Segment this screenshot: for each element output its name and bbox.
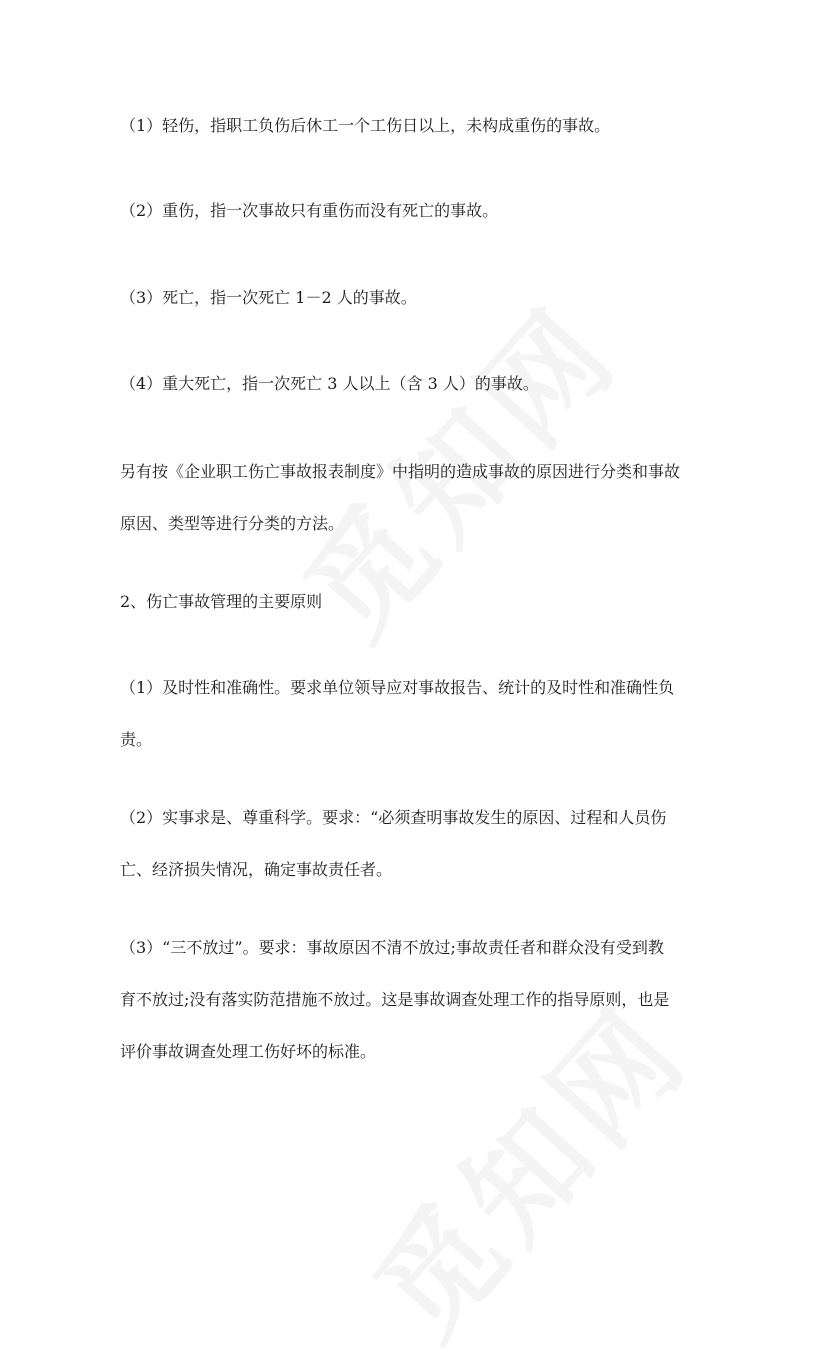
section-heading-principles	[120, 576, 720, 628]
paragraph-principle-timeliness	[120, 662, 720, 766]
paragraph-serious-injury	[120, 185, 720, 237]
text-line: （1）及时性和准确性。要求单位领导应对事故报告、统计的及时性和准确性负	[120, 678, 675, 697]
paragraph-principle-truth	[120, 792, 720, 896]
text-line: 责。	[120, 730, 153, 749]
paragraph-death	[120, 272, 720, 324]
paragraph-minor-injury	[120, 100, 720, 152]
text-line: （3）死亡，指一次死亡 1－2 人的事故。	[120, 288, 417, 307]
text-line: 2、伤亡事故管理的主要原则	[120, 592, 323, 611]
text-line: 原因、类型等进行分类的方法。	[120, 514, 345, 533]
text-line: 亡、经济损失情况，确定事故责任者。	[120, 860, 393, 879]
text-line: 育不放过;没有落实防范措施不放过。这是事故调查处理工作的指导原则，也是	[120, 990, 670, 1009]
text-line: （4）重大死亡，指一次死亡 3 人以上（含 3 人）的事故。	[120, 374, 539, 393]
text-line: （2）重伤，指一次事故只有重伤而没有死亡的事故。	[120, 201, 499, 220]
paragraph-principle-three-no	[120, 922, 720, 1078]
paragraph-major-death	[120, 358, 720, 410]
paragraph-classification-method	[120, 446, 720, 550]
text-line: 另有按《企业职工伤亡事故报表制度》中指明的造成事故的原因进行分类和事故	[120, 462, 681, 481]
text-line: （2）实事求是、尊重科学。要求：“必须查明事故发生的原因、过程和人员伤	[120, 808, 667, 827]
text-line: 评价事故调查处理工伤好坏的标准。	[120, 1042, 377, 1061]
text-line: （1）轻伤，指职工负伤后休工一个工伤日以上，未构成重伤的事故。	[120, 116, 611, 135]
text-line: （3）“三不放过”。要求：事故原因不清不放过;事故责任者和群众没有受到教	[120, 938, 664, 957]
